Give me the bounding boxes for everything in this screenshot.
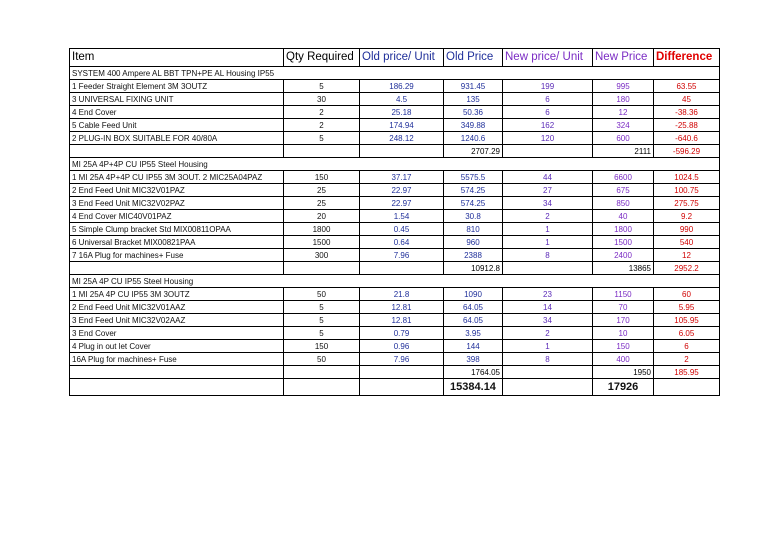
table-row (70, 340, 720, 353)
subtotal-row (70, 145, 720, 158)
new-price-cell[interactable]: 12 (593, 106, 654, 119)
new-price-cell[interactable]: 170 (593, 314, 654, 327)
table-row (70, 288, 720, 301)
difference-cell[interactable]: -640.6 (654, 132, 720, 145)
new-unit-cell[interactable]: 2 (503, 327, 593, 340)
item-cell[interactable]: 16A Plug for machines+ Fuse (70, 353, 284, 366)
table-row (70, 119, 720, 132)
item-cell[interactable]: 1 Feeder Straight Element 3M 3OUTZ (70, 80, 284, 93)
qty-cell[interactable]: 150 (284, 171, 360, 184)
new-price-cell[interactable]: 10 (593, 327, 654, 340)
header-difference[interactable]: Difference (654, 49, 720, 67)
table-row (70, 314, 720, 327)
table-row (70, 106, 720, 119)
header-row (70, 49, 720, 67)
difference-cell[interactable]: 540 (654, 236, 720, 249)
item-cell[interactable]: 4 End Cover MIC40V01PAZ (70, 210, 284, 223)
new-unit-cell[interactable]: 1 (503, 236, 593, 249)
old-price-cell[interactable]: 3.95 (444, 327, 503, 340)
table-cell[interactable] (360, 366, 444, 379)
subtotal-row (70, 366, 720, 379)
old-price-cell[interactable]: 2388 (444, 249, 503, 262)
item-cell[interactable]: 4 Plug in out let Cover (70, 340, 284, 353)
table-cell[interactable] (360, 145, 444, 158)
table-cell[interactable] (503, 379, 593, 396)
subtotal-diff[interactable]: -596.29 (654, 145, 720, 158)
table-row (70, 93, 720, 106)
new-price-cell[interactable]: 600 (593, 132, 654, 145)
section-2 (70, 158, 720, 275)
new-unit-cell[interactable]: 27 (503, 184, 593, 197)
item-cell[interactable]: 3 UNIVERSAL FIXING UNIT (70, 93, 284, 106)
qty-cell[interactable]: 50 (284, 353, 360, 366)
new-price-cell[interactable]: 6600 (593, 171, 654, 184)
new-unit-cell[interactable]: 2 (503, 210, 593, 223)
table-cell[interactable] (360, 262, 444, 275)
new-price-cell[interactable]: 324 (593, 119, 654, 132)
table-cell[interactable] (284, 379, 360, 396)
item-cell[interactable]: 2 PLUG-IN BOX SUITABLE FOR 40/80A (70, 132, 284, 145)
item-cell[interactable]: 1 MI 25A 4P CU IP55 3M 3OUTZ (70, 288, 284, 301)
item-cell[interactable]: 4 End Cover (70, 106, 284, 119)
header-old-price[interactable]: Old Price (444, 49, 503, 67)
item-cell[interactable]: 3 End Feed Unit MIC32V02AAZ (70, 314, 284, 327)
item-cell[interactable]: 7 16A Plug for machines+ Fuse (70, 249, 284, 262)
table-row (70, 171, 720, 184)
old-unit-cell[interactable]: 22.97 (360, 184, 444, 197)
old-price-cell[interactable]: 30.8 (444, 210, 503, 223)
header-item[interactable]: Item (70, 49, 284, 67)
difference-cell[interactable]: 63.55 (654, 80, 720, 93)
old-unit-cell[interactable]: 4.5 (360, 93, 444, 106)
qty-cell[interactable]: 1500 (284, 236, 360, 249)
old-price-cell[interactable]: 1240.6 (444, 132, 503, 145)
new-price-cell[interactable]: 675 (593, 184, 654, 197)
new-price-cell[interactable]: 40 (593, 210, 654, 223)
old-price-cell[interactable]: 810 (444, 223, 503, 236)
table-cell[interactable] (503, 366, 593, 379)
grand-total-new[interactable]: 17926 (593, 379, 654, 396)
subtotal-new[interactable]: 13865 (593, 262, 654, 275)
difference-cell[interactable]: 12 (654, 249, 720, 262)
table-cell[interactable] (70, 379, 284, 396)
new-unit-cell[interactable]: 162 (503, 119, 593, 132)
table-row (70, 210, 720, 223)
table-cell[interactable] (284, 262, 360, 275)
old-unit-cell[interactable]: 0.96 (360, 340, 444, 353)
old-price-cell[interactable]: 574.25 (444, 184, 503, 197)
old-unit-cell[interactable]: 0.45 (360, 223, 444, 236)
item-cell[interactable]: 2 End Feed Unit MIC32V01AAZ (70, 301, 284, 314)
section-title[interactable]: MI 25A 4P CU IP55 Steel Housing (70, 275, 720, 288)
header-new-price[interactable]: New Price (593, 49, 654, 67)
difference-cell[interactable]: 100.75 (654, 184, 720, 197)
table-row (70, 327, 720, 340)
old-price-cell[interactable]: 5575.5 (444, 171, 503, 184)
old-unit-cell[interactable]: 37.17 (360, 171, 444, 184)
table-row (70, 197, 720, 210)
table-row (70, 236, 720, 249)
difference-cell[interactable]: 275.75 (654, 197, 720, 210)
table-row (70, 132, 720, 145)
old-unit-cell[interactable]: 186.29 (360, 80, 444, 93)
table-row (70, 353, 720, 366)
new-unit-cell[interactable]: 8 (503, 353, 593, 366)
section-title-row (70, 158, 720, 171)
qty-cell[interactable]: 300 (284, 249, 360, 262)
new-price-cell[interactable]: 150 (593, 340, 654, 353)
item-cell[interactable]: 3 End Cover (70, 327, 284, 340)
grand-total-row (70, 379, 720, 396)
new-unit-cell[interactable]: 6 (503, 93, 593, 106)
old-unit-cell[interactable]: 21.8 (360, 288, 444, 301)
old-unit-cell[interactable]: 12.81 (360, 301, 444, 314)
difference-cell[interactable]: 9.2 (654, 210, 720, 223)
difference-cell[interactable]: -25.88 (654, 119, 720, 132)
new-price-cell[interactable]: 2400 (593, 249, 654, 262)
old-unit-cell[interactable]: 174.94 (360, 119, 444, 132)
subtotal-row (70, 262, 720, 275)
qty-cell[interactable]: 50 (284, 288, 360, 301)
old-unit-cell[interactable]: 0.64 (360, 236, 444, 249)
new-price-cell[interactable]: 400 (593, 353, 654, 366)
qty-cell[interactable]: 5 (284, 301, 360, 314)
old-price-cell[interactable]: 398 (444, 353, 503, 366)
new-unit-cell[interactable]: 1 (503, 340, 593, 353)
table-cell[interactable] (70, 262, 284, 275)
difference-cell[interactable]: 1024.5 (654, 171, 720, 184)
new-unit-cell[interactable]: 23 (503, 288, 593, 301)
item-cell[interactable]: 2 End Feed Unit MIC32V01PAZ (70, 184, 284, 197)
item-cell[interactable]: 3 End Feed Unit MIC32V02PAZ (70, 197, 284, 210)
qty-cell[interactable]: 25 (284, 197, 360, 210)
new-unit-cell[interactable]: 199 (503, 80, 593, 93)
table-row (70, 249, 720, 262)
table-cell[interactable] (503, 262, 593, 275)
qty-cell[interactable]: 5 (284, 80, 360, 93)
new-unit-cell[interactable]: 1 (503, 223, 593, 236)
qty-cell[interactable]: 2 (284, 119, 360, 132)
old-unit-cell[interactable]: 7.96 (360, 353, 444, 366)
qty-cell[interactable]: 150 (284, 340, 360, 353)
table-row (70, 80, 720, 93)
old-price-cell[interactable]: 960 (444, 236, 503, 249)
subtotal-new[interactable]: 1950 (593, 366, 654, 379)
item-cell[interactable]: 5 Cable Feed Unit (70, 119, 284, 132)
difference-cell[interactable]: 5.95 (654, 301, 720, 314)
qty-cell[interactable]: 2 (284, 106, 360, 119)
qty-cell[interactable]: 1800 (284, 223, 360, 236)
new-price-cell[interactable]: 850 (593, 197, 654, 210)
table-cell[interactable] (284, 145, 360, 158)
old-unit-cell[interactable]: 0.79 (360, 327, 444, 340)
difference-cell[interactable]: 105.95 (654, 314, 720, 327)
section-title-row (70, 67, 720, 80)
old-unit-cell[interactable]: 248.12 (360, 132, 444, 145)
new-unit-cell[interactable]: 120 (503, 132, 593, 145)
old-price-cell[interactable]: 50.36 (444, 106, 503, 119)
item-cell[interactable]: 6 Universal Bracket MIX00821PAA (70, 236, 284, 249)
subtotal-old[interactable]: 10912.8 (444, 262, 503, 275)
header-old-unit[interactable]: Old price/ Unit (360, 49, 444, 67)
old-unit-cell[interactable]: 7.96 (360, 249, 444, 262)
table-cell[interactable] (70, 366, 284, 379)
new-unit-cell[interactable]: 6 (503, 106, 593, 119)
section-title[interactable]: MI 25A 4P+4P CU IP55 Steel Housing (70, 158, 720, 171)
old-price-cell[interactable]: 64.05 (444, 301, 503, 314)
table-row (70, 184, 720, 197)
header-new-unit[interactable]: New price/ Unit (503, 49, 593, 67)
old-price-cell[interactable]: 931.45 (444, 80, 503, 93)
table-cell[interactable] (360, 379, 444, 396)
new-unit-cell[interactable]: 34 (503, 197, 593, 210)
old-price-cell[interactable]: 349.88 (444, 119, 503, 132)
subtotal-new[interactable]: 2111 (593, 145, 654, 158)
subtotal-diff[interactable]: 185.95 (654, 366, 720, 379)
section-title-row (70, 275, 720, 288)
old-price-cell[interactable]: 144 (444, 340, 503, 353)
difference-cell[interactable]: -38.36 (654, 106, 720, 119)
old-price-cell[interactable]: 135 (444, 93, 503, 106)
new-unit-cell[interactable]: 8 (503, 249, 593, 262)
section-1 (70, 67, 720, 158)
new-price-cell[interactable]: 1150 (593, 288, 654, 301)
qty-cell[interactable]: 5 (284, 314, 360, 327)
grand-total-old[interactable]: 15384.14 (444, 379, 503, 396)
qty-cell[interactable]: 5 (284, 327, 360, 340)
old-price-cell[interactable]: 64.05 (444, 314, 503, 327)
table-cell[interactable] (70, 145, 284, 158)
old-unit-cell[interactable]: 1.54 (360, 210, 444, 223)
difference-cell[interactable]: 45 (654, 93, 720, 106)
table-cell[interactable] (654, 379, 720, 396)
difference-cell[interactable]: 6 (654, 340, 720, 353)
header-qty[interactable]: Qty Required (284, 49, 360, 67)
table-cell[interactable] (503, 145, 593, 158)
new-unit-cell[interactable]: 34 (503, 314, 593, 327)
new-price-cell[interactable]: 1800 (593, 223, 654, 236)
qty-cell[interactable]: 5 (284, 132, 360, 145)
old-unit-cell[interactable]: 25.18 (360, 106, 444, 119)
new-price-cell[interactable]: 1500 (593, 236, 654, 249)
old-unit-cell[interactable]: 22.97 (360, 197, 444, 210)
qty-cell[interactable]: 30 (284, 93, 360, 106)
subtotal-old[interactable]: 1764.05 (444, 366, 503, 379)
new-unit-cell[interactable]: 44 (503, 171, 593, 184)
section-3 (70, 275, 720, 379)
new-price-cell[interactable]: 995 (593, 80, 654, 93)
difference-cell[interactable]: 60 (654, 288, 720, 301)
subtotal-old[interactable]: 2707.29 (444, 145, 503, 158)
section-title[interactable]: SYSTEM 400 Ampere AL BBT TPN+PE AL Housing IP55 (70, 67, 720, 80)
old-unit-cell[interactable]: 12.81 (360, 314, 444, 327)
difference-cell[interactable]: 6.05 (654, 327, 720, 340)
item-cell[interactable]: 1 MI 25A 4P+4P CU IP55 3M 3OUT. 2 MIC25A04PAZ (70, 171, 284, 184)
subtotal-diff[interactable]: 2952.2 (654, 262, 720, 275)
qty-cell[interactable]: 25 (284, 184, 360, 197)
new-price-cell[interactable]: 70 (593, 301, 654, 314)
table-row (70, 301, 720, 314)
price-comparison-table (69, 48, 720, 396)
qty-cell[interactable]: 20 (284, 210, 360, 223)
difference-cell[interactable]: 990 (654, 223, 720, 236)
old-price-cell[interactable]: 1090 (444, 288, 503, 301)
item-cell[interactable]: 5 Simple Clump bracket Std MIX00811OPAA (70, 223, 284, 236)
table-row (70, 223, 720, 236)
table-cell[interactable] (284, 366, 360, 379)
new-price-cell[interactable]: 180 (593, 93, 654, 106)
old-price-cell[interactable]: 574.25 (444, 197, 503, 210)
new-unit-cell[interactable]: 14 (503, 301, 593, 314)
difference-cell[interactable]: 2 (654, 353, 720, 366)
